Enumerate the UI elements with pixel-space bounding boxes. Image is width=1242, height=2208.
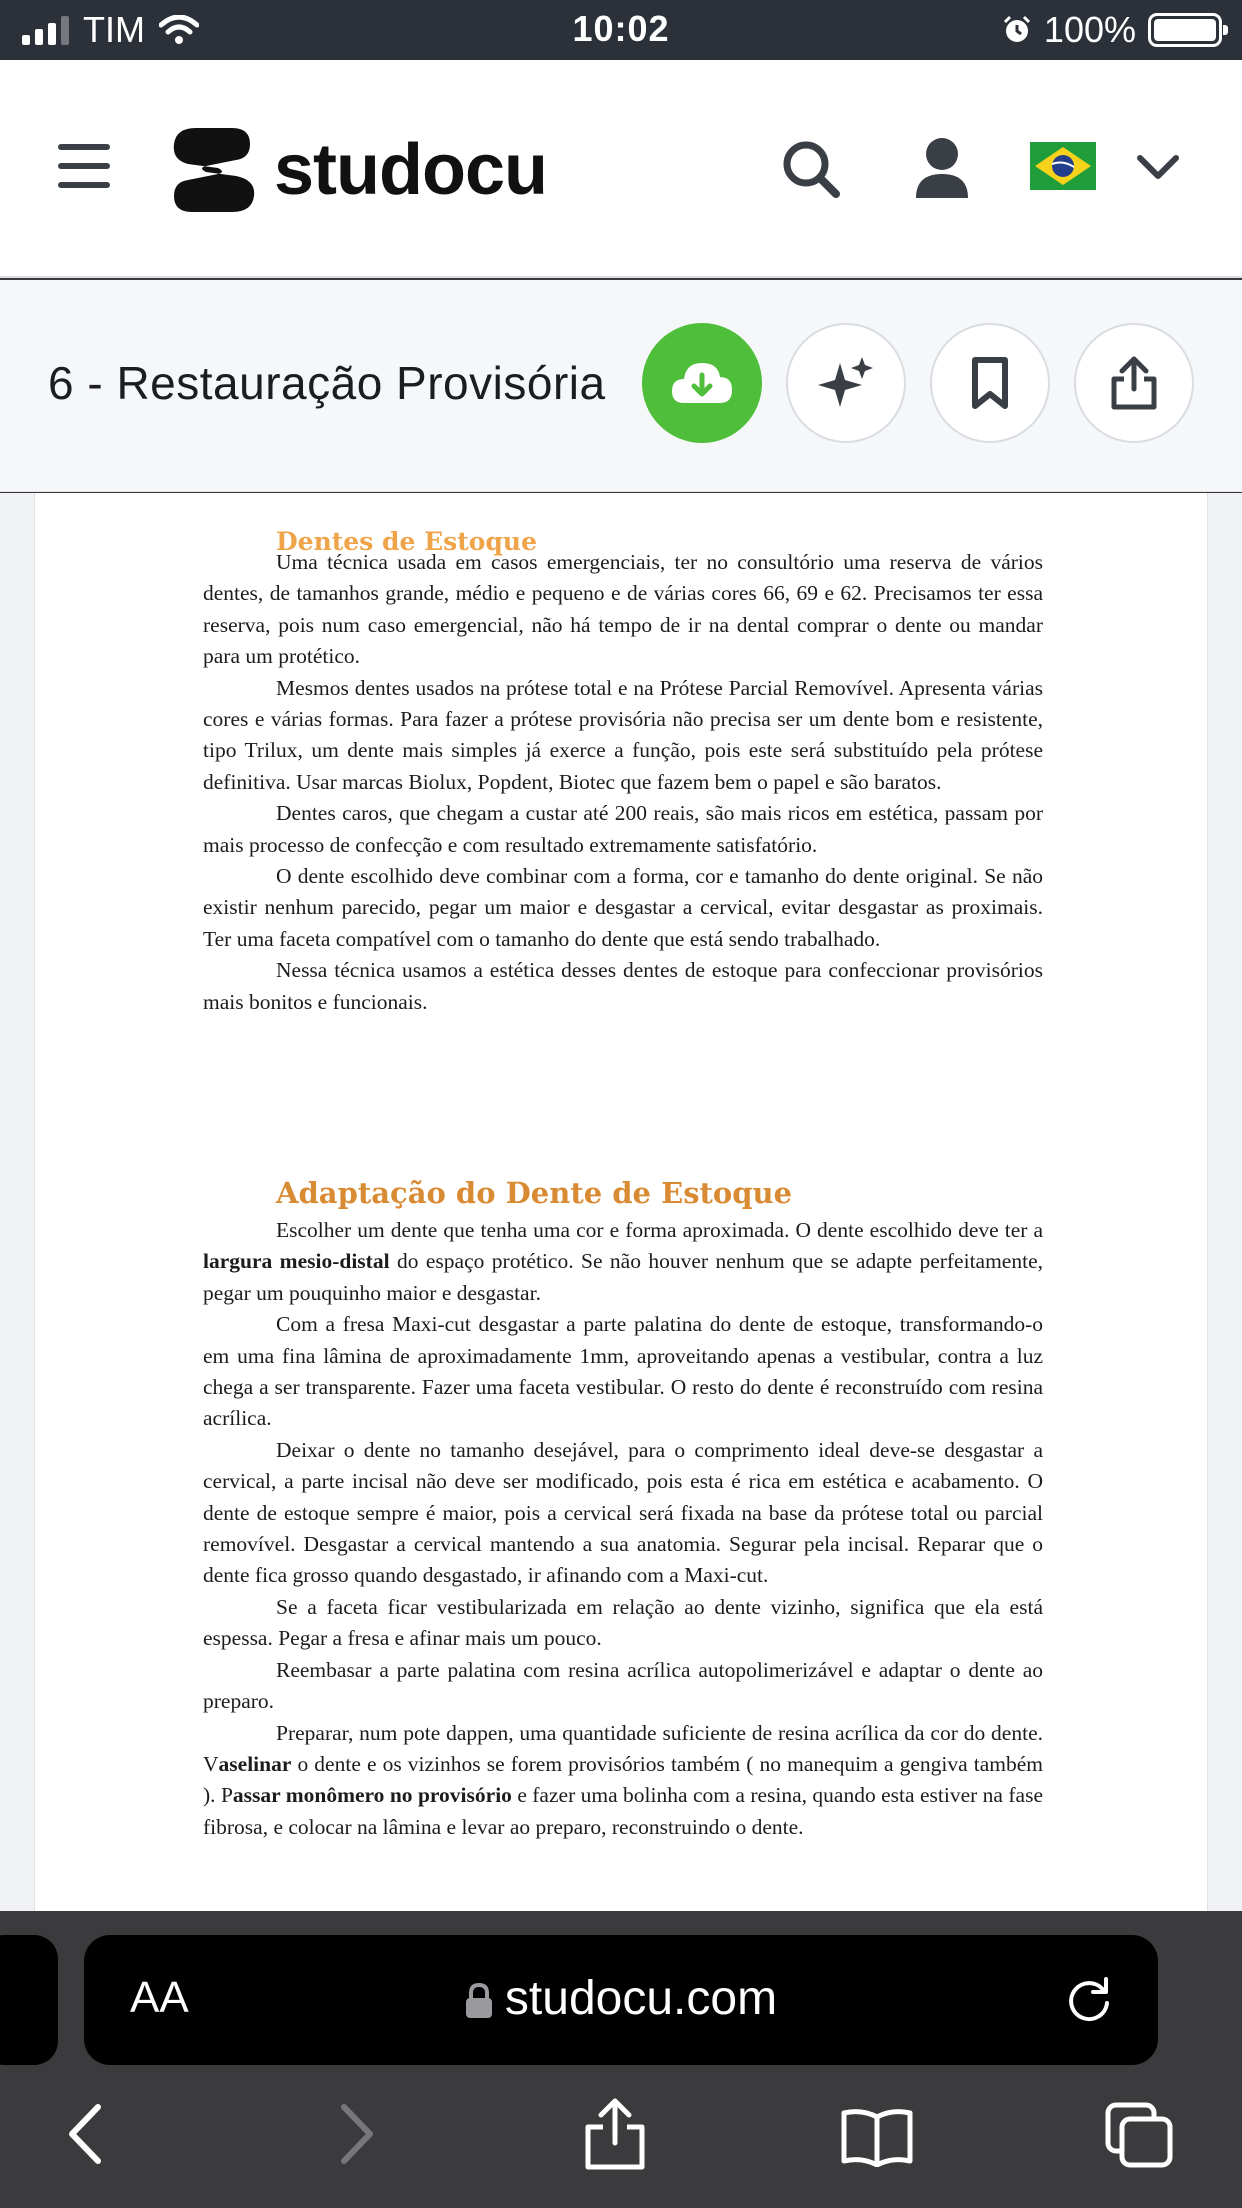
bookmark-button[interactable] xyxy=(930,323,1050,443)
paragraph: Nessa técnica usamos a estética desses dentes de estoque para confeccionar provisórios mais bonitos e funcionais. xyxy=(203,958,1043,1014)
share-button[interactable] xyxy=(1074,323,1194,443)
bookmark-icon xyxy=(970,356,1010,410)
battery-percent: 100% xyxy=(1043,9,1136,50)
paragraph: Se a faceta ficar vestibularizada em relação ao dente vizinho, significa que ela está espessa. Pegar a fresa e afinar mais um pouco. xyxy=(203,1594,1043,1651)
alarm-icon xyxy=(1002,15,1032,45)
brazil-flag-icon[interactable] xyxy=(1030,142,1096,190)
menu-icon[interactable] xyxy=(58,144,110,188)
chevron-down-icon[interactable] xyxy=(1136,152,1180,182)
back-icon[interactable] xyxy=(66,2103,106,2165)
user-icon[interactable] xyxy=(912,136,972,200)
status-right xyxy=(1002,8,1222,52)
paragraph: Uma técnica usada em casos emergenciais, ter no consultório uma reserva de vários dentes, de tamanhos grande, médio e pequeno e de várias cores 66, 69 e 62. Precisamos ter essa reserva, pois num caso emergencial, não há tempo de ir na dental comprar o dente ou mandar para um protético. xyxy=(203,550,1043,669)
document-toolbar xyxy=(0,280,1242,492)
forward-icon[interactable] xyxy=(336,2103,376,2165)
paragraph: Reembasar a parte palatina com resina acrílica autopolimerizável e adaptar o dente ao preparo. xyxy=(203,1657,1043,1714)
tabs-icon[interactable] xyxy=(1104,2101,1174,2169)
carrier-name: TIM xyxy=(83,9,145,50)
lock-icon xyxy=(465,1983,493,2019)
share-icon[interactable] xyxy=(584,2097,646,2171)
section-adaptacao xyxy=(203,1215,1043,1843)
browser-bottom-bar xyxy=(0,1911,1242,2208)
paragraph: O dente escolhido deve combinar com a forma, cor e tamanho do dente original. Se não existir nenhum parecido, pegar um maior e desgastar a cervical, evitar desgastar as proximais. Ter uma faceta compatível com o tamanho do dente que está sendo trabalhado. xyxy=(203,864,1043,951)
document-page xyxy=(34,493,1208,1911)
bold-term: assar monômero no provisório xyxy=(232,1783,512,1808)
status-time: 10:02 xyxy=(572,8,670,49)
reload-icon[interactable] xyxy=(1064,1975,1114,2025)
document-viewer[interactable] xyxy=(0,493,1242,1911)
document-title: 6 - Restauração Provisória xyxy=(48,357,606,409)
paragraph: Dentes caros, que chegam a custar até 200 reais, são mais ricos em estética, passam por mais processo de confecção e com resultado extremamente satisfatório. xyxy=(203,801,1043,857)
paragraph: Preparar, num pote dappen, uma quantidade suficiente de resina acrílica da cor do dente. Vaselinar o dente e os vizinhos se forem provisórios também ( no manequim a gengiva também ). Passar monômero no provisório e fazer uma bolinha com a resina, quando esta estiver na fase fibrosa, e colocar na lâmina e levar ao preparo, reconstruindo o dente. xyxy=(203,1720,1043,1839)
section-dentes-de-estoque xyxy=(203,547,1043,1018)
previous-tab-preview[interactable] xyxy=(0,1935,58,2065)
sparkle-icon xyxy=(818,355,874,411)
site-header xyxy=(0,60,1242,278)
logo-text: studocu xyxy=(274,130,547,210)
bookmarks-icon[interactable] xyxy=(840,2107,914,2167)
status-bar xyxy=(0,0,1242,60)
heading-adaptacao-dente-estoque: Adaptação do Dente de Estoque xyxy=(276,1176,793,1210)
bold-term: largura mesio-distal xyxy=(203,1249,390,1274)
download-icon xyxy=(670,359,734,407)
studocu-logo-icon xyxy=(166,124,258,216)
heading-dentes-de-estoque: Dentes de Estoque xyxy=(276,527,537,556)
address-bar[interactable] xyxy=(84,1935,1158,2065)
download-button[interactable] xyxy=(642,323,762,443)
share-icon xyxy=(1110,355,1158,411)
paragraph: Mesmos dentes usados na prótese total e na Prótese Parcial Removível. Apresenta várias cores e várias formas. Para fazer a prótese provisória não precisa ser um dente bom e resistente, tipo Trilux, um dente mais simples já exerce a função, pois este será substituído pela prótese definitiva. Usar marcas Biolux, Popdent, Biotec que fazem bem o papel e são baratos. xyxy=(203,675,1043,794)
bold-term: aselinar xyxy=(218,1751,292,1776)
paragraph: Escolher um dente que tenha uma cor e forma aproximada. O dente escolhido deve ter a largura mesio-distal do espaço protético. Se não houver nenhum que se adapte perfeitamente, pegar um pouquinho maior e desgastar. xyxy=(203,1218,1043,1305)
text-size-button[interactable]: AA xyxy=(130,1973,189,2022)
paragraph: Com a fresa Maxi-cut desgastar a parte palatina do dente de estoque, transformando-o em uma fina lâmina de aproximadamente 1mm, aproveitando apenas a vestibular, contra a luz chega a ser transparente. Fazer uma faceta vestibular. O resto do dente é reconstruído com resina acrílica. xyxy=(203,1312,1043,1431)
url-display[interactable] xyxy=(84,1971,1158,2026)
ai-assistant-button[interactable] xyxy=(786,323,906,443)
studocu-logo[interactable] xyxy=(166,122,547,218)
search-icon[interactable] xyxy=(780,138,842,200)
paragraph: Deixar o dente no tamanho desejável, para o comprimento ideal deve-se desgastar a cervical, a parte incisal não deve ser modificado, pois esta é rica em estética e acabamento. O dente de estoque sempre é maior, pois a cervical será fixada na base da prótese total ou parcial removível. Desgastar a cervical mantendo a sua anatomia. Segurar pela incisal. Reparar que o dente fica grosso quando desgastado, ir afinando com a Maxi-cut. xyxy=(203,1437,1043,1588)
battery-icon xyxy=(1148,13,1222,47)
url-text: studocu.com xyxy=(504,1972,778,2025)
